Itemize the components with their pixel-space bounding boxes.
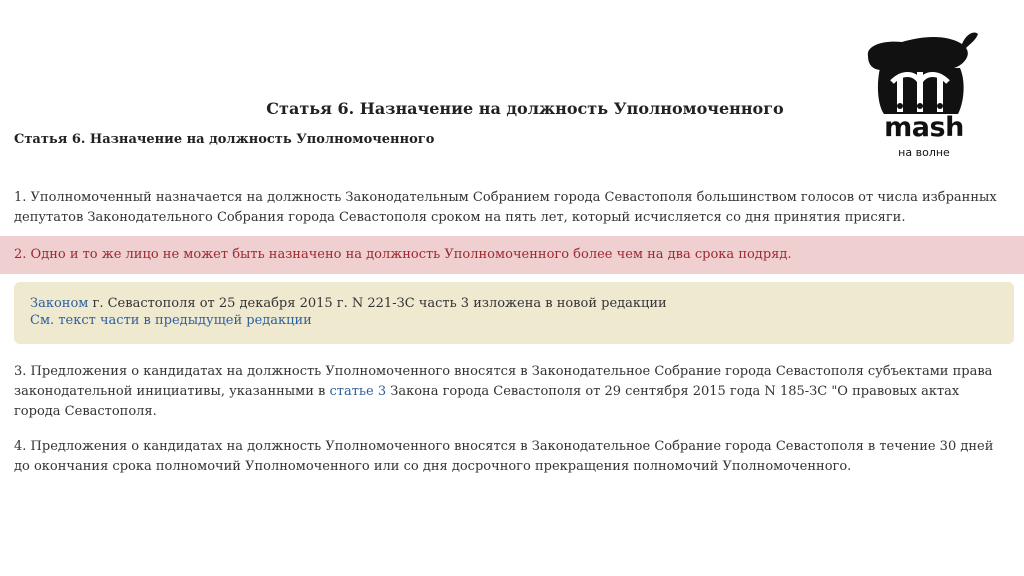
paragraph-1: 1. Уполномоченный назначается на должность Законодательным Собранием города Севастополя большинством голосов от числа избранных депутатов Законодательного Собрания города Севастополя сроком на пять лет, который исчисляется со дня принятия присяги.	[14, 190, 997, 225]
previous-version-link[interactable]: См. текст части в предыдущей редакции	[30, 313, 312, 328]
paragraph-4: 4. Предложения о кандидатах на должность Уполномоченного вносятся в Законодательное Собрание города Севастополя в течение 30 дней до окончания срока полномочий Уполномоченного или со дня досрочного прекращения полномочий Уполномоченного.	[14, 439, 994, 474]
mash-logo-icon	[862, 26, 980, 166]
revision-note	[14, 282, 1014, 344]
page-title: Статья 6. Назначение на должность Уполномоченного	[266, 99, 784, 118]
logo-word: mash	[884, 112, 964, 143]
paragraph-3	[14, 362, 1004, 422]
article-3-link[interactable]: статье 3	[329, 384, 387, 399]
paragraph-3-text-after: Закона города Севастополя от 29 сентября 2015 года N 185-ЗС "О правовых актах города Севастополя.	[14, 384, 960, 419]
article-subtitle: Статья 6. Назначение на должность Уполномоченного	[14, 132, 435, 147]
law-link[interactable]: Законом	[30, 296, 89, 311]
paragraph-3-text-before: 3. Предложения о кандидатах на должность Уполномоченного вносятся в Законодательное Собрание города Севастополя субъектами права законодательной инициативы, указанными в	[14, 364, 993, 399]
logo-subtitle: на волне	[898, 146, 950, 159]
revision-note-text: г. Севастополя от 25 декабря 2015 г. N 221-ЗС часть 3 изложена в новой редакции	[88, 296, 667, 311]
paragraph-2: 2. Одно и то же лицо не может быть назначено на должность Уполномоченного более чем на два срока подряд.	[14, 247, 792, 262]
highlighted-paragraph	[0, 236, 1024, 274]
